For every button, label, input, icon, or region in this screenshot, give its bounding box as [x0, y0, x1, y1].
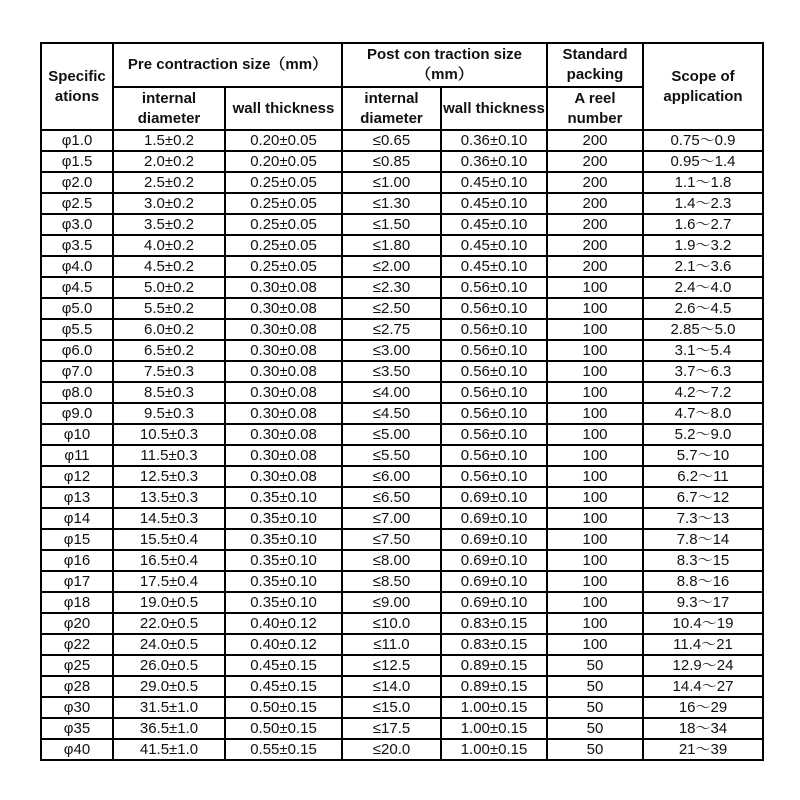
- cell-post-wall-thickness: 0.56±0.10: [441, 424, 547, 445]
- cell-pre-wall-thickness: 0.30±0.08: [225, 277, 342, 298]
- cell-reel-number: 100: [547, 298, 643, 319]
- cell-pre-internal-diameter: 5.0±0.2: [113, 277, 225, 298]
- cell-specification: φ10: [41, 424, 113, 445]
- cell-pre-internal-diameter: 6.0±0.2: [113, 319, 225, 340]
- cell-scope: 7.3～13: [643, 508, 763, 529]
- cell-pre-wall-thickness: 0.30±0.08: [225, 445, 342, 466]
- cell-reel-number: 100: [547, 382, 643, 403]
- cell-scope: 16～29: [643, 697, 763, 718]
- cell-reel-number: 100: [547, 403, 643, 424]
- table-row: [41, 508, 763, 529]
- cell-scope: 0.75～0.9: [643, 130, 763, 151]
- table-header: [41, 43, 763, 130]
- header-post-internal-diameter: internal diameter: [342, 87, 441, 130]
- table-row: [41, 634, 763, 655]
- header-standard-packing: Standard packing: [547, 43, 643, 87]
- cell-post-wall-thickness: 0.56±0.10: [441, 403, 547, 424]
- cell-reel-number: 50: [547, 655, 643, 676]
- cell-post-internal-diameter: ≤1.80: [342, 235, 441, 256]
- cell-reel-number: 100: [547, 466, 643, 487]
- cell-post-wall-thickness: 0.45±0.10: [441, 214, 547, 235]
- cell-reel-number: 100: [547, 550, 643, 571]
- table-row: [41, 445, 763, 466]
- cell-post-internal-diameter: ≤11.0: [342, 634, 441, 655]
- cell-post-internal-diameter: ≤2.30: [342, 277, 441, 298]
- cell-reel-number: 100: [547, 592, 643, 613]
- cell-scope: 2.4～4.0: [643, 277, 763, 298]
- cell-pre-internal-diameter: 13.5±0.3: [113, 487, 225, 508]
- cell-specification: φ2.5: [41, 193, 113, 214]
- cell-scope: 9.3～17: [643, 592, 763, 613]
- cell-pre-internal-diameter: 9.5±0.3: [113, 403, 225, 424]
- cell-pre-internal-diameter: 12.5±0.3: [113, 466, 225, 487]
- cell-post-internal-diameter: ≤1.30: [342, 193, 441, 214]
- cell-specification: φ14: [41, 508, 113, 529]
- cell-pre-wall-thickness: 0.45±0.15: [225, 676, 342, 697]
- cell-post-internal-diameter: ≤12.5: [342, 655, 441, 676]
- cell-post-internal-diameter: ≤6.00: [342, 466, 441, 487]
- cell-pre-wall-thickness: 0.40±0.12: [225, 634, 342, 655]
- cell-post-wall-thickness: 1.00±0.15: [441, 739, 547, 760]
- table-row: [41, 172, 763, 193]
- cell-scope: 6.7～12: [643, 487, 763, 508]
- cell-pre-internal-diameter: 6.5±0.2: [113, 340, 225, 361]
- cell-pre-internal-diameter: 2.0±0.2: [113, 151, 225, 172]
- cell-specification: φ15: [41, 529, 113, 550]
- cell-scope: 21～39: [643, 739, 763, 760]
- table-row: [41, 529, 763, 550]
- cell-reel-number: 100: [547, 634, 643, 655]
- cell-specification: φ18: [41, 592, 113, 613]
- table-row: [41, 571, 763, 592]
- cell-pre-internal-diameter: 2.5±0.2: [113, 172, 225, 193]
- cell-pre-internal-diameter: 5.5±0.2: [113, 298, 225, 319]
- header-reel-number: A reel number: [547, 87, 643, 130]
- cell-post-internal-diameter: ≤0.85: [342, 151, 441, 172]
- cell-pre-wall-thickness: 0.30±0.08: [225, 382, 342, 403]
- header-specifications: Specific ations: [41, 43, 113, 130]
- table-row: [41, 697, 763, 718]
- cell-pre-wall-thickness: 0.25±0.05: [225, 256, 342, 277]
- cell-reel-number: 100: [547, 529, 643, 550]
- cell-post-wall-thickness: 0.69±0.10: [441, 550, 547, 571]
- cell-post-internal-diameter: ≤9.00: [342, 592, 441, 613]
- table-row: [41, 424, 763, 445]
- cell-post-wall-thickness: 0.56±0.10: [441, 382, 547, 403]
- cell-post-wall-thickness: 1.00±0.15: [441, 718, 547, 739]
- cell-pre-wall-thickness: 0.50±0.15: [225, 697, 342, 718]
- cell-post-wall-thickness: 0.56±0.10: [441, 340, 547, 361]
- cell-pre-internal-diameter: 41.5±1.0: [113, 739, 225, 760]
- cell-reel-number: 200: [547, 151, 643, 172]
- cell-scope: 1.6～2.7: [643, 214, 763, 235]
- cell-scope: 4.7～8.0: [643, 403, 763, 424]
- cell-pre-wall-thickness: 0.25±0.05: [225, 193, 342, 214]
- cell-reel-number: 50: [547, 739, 643, 760]
- cell-post-wall-thickness: 0.83±0.15: [441, 613, 547, 634]
- cell-specification: φ16: [41, 550, 113, 571]
- cell-post-internal-diameter: ≤5.00: [342, 424, 441, 445]
- cell-post-internal-diameter: ≤5.50: [342, 445, 441, 466]
- cell-post-wall-thickness: 0.56±0.10: [441, 277, 547, 298]
- cell-post-internal-diameter: ≤10.0: [342, 613, 441, 634]
- cell-post-internal-diameter: ≤7.00: [342, 508, 441, 529]
- table-row: [41, 655, 763, 676]
- cell-post-internal-diameter: ≤4.00: [342, 382, 441, 403]
- cell-reel-number: 200: [547, 256, 643, 277]
- cell-post-wall-thickness: 0.89±0.15: [441, 655, 547, 676]
- cell-pre-internal-diameter: 16.5±0.4: [113, 550, 225, 571]
- cell-post-internal-diameter: ≤7.50: [342, 529, 441, 550]
- cell-reel-number: 200: [547, 214, 643, 235]
- cell-scope: 1.9～3.2: [643, 235, 763, 256]
- cell-pre-wall-thickness: 0.25±0.05: [225, 214, 342, 235]
- cell-post-wall-thickness: 0.56±0.10: [441, 319, 547, 340]
- cell-reel-number: 50: [547, 718, 643, 739]
- cell-pre-internal-diameter: 8.5±0.3: [113, 382, 225, 403]
- cell-post-wall-thickness: 0.56±0.10: [441, 361, 547, 382]
- table-body: [41, 130, 763, 760]
- cell-post-internal-diameter: ≤17.5: [342, 718, 441, 739]
- cell-pre-internal-diameter: 4.0±0.2: [113, 235, 225, 256]
- cell-pre-internal-diameter: 31.5±1.0: [113, 697, 225, 718]
- cell-post-internal-diameter: ≤15.0: [342, 697, 441, 718]
- cell-scope: 0.95～1.4: [643, 151, 763, 172]
- cell-post-wall-thickness: 0.69±0.10: [441, 571, 547, 592]
- cell-pre-internal-diameter: 15.5±0.4: [113, 529, 225, 550]
- cell-pre-wall-thickness: 0.35±0.10: [225, 529, 342, 550]
- cell-post-wall-thickness: 0.69±0.10: [441, 487, 547, 508]
- cell-reel-number: 100: [547, 424, 643, 445]
- cell-pre-wall-thickness: 0.40±0.12: [225, 613, 342, 634]
- cell-pre-internal-diameter: 11.5±0.3: [113, 445, 225, 466]
- cell-reel-number: 200: [547, 130, 643, 151]
- cell-reel-number: 100: [547, 508, 643, 529]
- cell-reel-number: 100: [547, 340, 643, 361]
- cell-specification: φ4.5: [41, 277, 113, 298]
- table-row: [41, 193, 763, 214]
- cell-post-internal-diameter: ≤2.50: [342, 298, 441, 319]
- cell-post-internal-diameter: ≤3.00: [342, 340, 441, 361]
- cell-specification: φ25: [41, 655, 113, 676]
- cell-specification: φ13: [41, 487, 113, 508]
- cell-specification: φ35: [41, 718, 113, 739]
- cell-post-wall-thickness: 0.45±0.10: [441, 172, 547, 193]
- cell-specification: φ40: [41, 739, 113, 760]
- cell-reel-number: 50: [547, 676, 643, 697]
- cell-specification: φ9.0: [41, 403, 113, 424]
- table-row: [41, 676, 763, 697]
- cell-pre-internal-diameter: 14.5±0.3: [113, 508, 225, 529]
- spec-table: [40, 42, 764, 761]
- cell-reel-number: 200: [547, 172, 643, 193]
- cell-pre-internal-diameter: 3.5±0.2: [113, 214, 225, 235]
- cell-post-wall-thickness: 0.45±0.10: [441, 193, 547, 214]
- cell-specification: φ5.5: [41, 319, 113, 340]
- cell-specification: φ1.5: [41, 151, 113, 172]
- cell-scope: 1.1～1.8: [643, 172, 763, 193]
- cell-post-wall-thickness: 0.56±0.10: [441, 298, 547, 319]
- cell-pre-wall-thickness: 0.35±0.10: [225, 592, 342, 613]
- cell-post-internal-diameter: ≤2.75: [342, 319, 441, 340]
- cell-pre-internal-diameter: 29.0±0.5: [113, 676, 225, 697]
- cell-post-internal-diameter: ≤20.0: [342, 739, 441, 760]
- cell-pre-wall-thickness: 0.30±0.08: [225, 403, 342, 424]
- cell-specification: φ11: [41, 445, 113, 466]
- cell-pre-internal-diameter: 7.5±0.3: [113, 361, 225, 382]
- cell-scope: 11.4～21: [643, 634, 763, 655]
- cell-specification: φ17: [41, 571, 113, 592]
- cell-specification: φ3.0: [41, 214, 113, 235]
- cell-specification: φ3.5: [41, 235, 113, 256]
- header-pre-contraction: Pre contraction size（mm）: [113, 43, 342, 87]
- cell-scope: 8.8～16: [643, 571, 763, 592]
- table-row: [41, 550, 763, 571]
- table-row: [41, 214, 763, 235]
- cell-specification: φ28: [41, 676, 113, 697]
- cell-specification: φ6.0: [41, 340, 113, 361]
- cell-specification: φ7.0: [41, 361, 113, 382]
- table-row: [41, 382, 763, 403]
- cell-post-wall-thickness: 0.83±0.15: [441, 634, 547, 655]
- cell-scope: 5.7～10: [643, 445, 763, 466]
- cell-pre-wall-thickness: 0.30±0.08: [225, 361, 342, 382]
- cell-pre-internal-diameter: 26.0±0.5: [113, 655, 225, 676]
- table-row: [41, 256, 763, 277]
- cell-pre-wall-thickness: 0.35±0.10: [225, 550, 342, 571]
- table-row: [41, 130, 763, 151]
- table-row: [41, 319, 763, 340]
- cell-post-internal-diameter: ≤4.50: [342, 403, 441, 424]
- table-row: [41, 487, 763, 508]
- cell-specification: φ4.0: [41, 256, 113, 277]
- cell-scope: 8.3～15: [643, 550, 763, 571]
- cell-pre-wall-thickness: 0.30±0.08: [225, 340, 342, 361]
- cell-reel-number: 100: [547, 487, 643, 508]
- cell-pre-wall-thickness: 0.30±0.08: [225, 298, 342, 319]
- table-row: [41, 739, 763, 760]
- cell-scope: 10.4～19: [643, 613, 763, 634]
- cell-reel-number: 200: [547, 193, 643, 214]
- cell-pre-wall-thickness: 0.20±0.05: [225, 130, 342, 151]
- cell-pre-wall-thickness: 0.35±0.10: [225, 571, 342, 592]
- cell-pre-internal-diameter: 1.5±0.2: [113, 130, 225, 151]
- cell-post-internal-diameter: ≤6.50: [342, 487, 441, 508]
- cell-reel-number: 100: [547, 445, 643, 466]
- cell-specification: φ12: [41, 466, 113, 487]
- cell-reel-number: 50: [547, 697, 643, 718]
- cell-scope: 18～34: [643, 718, 763, 739]
- cell-pre-internal-diameter: 17.5±0.4: [113, 571, 225, 592]
- cell-specification: φ20: [41, 613, 113, 634]
- cell-scope: 1.4～2.3: [643, 193, 763, 214]
- cell-post-wall-thickness: 0.36±0.10: [441, 130, 547, 151]
- cell-pre-internal-diameter: 4.5±0.2: [113, 256, 225, 277]
- cell-pre-wall-thickness: 0.30±0.08: [225, 466, 342, 487]
- cell-post-wall-thickness: 0.69±0.10: [441, 592, 547, 613]
- cell-pre-wall-thickness: 0.30±0.08: [225, 319, 342, 340]
- cell-reel-number: 100: [547, 613, 643, 634]
- cell-pre-wall-thickness: 0.55±0.15: [225, 739, 342, 760]
- cell-post-internal-diameter: ≤8.00: [342, 550, 441, 571]
- cell-post-internal-diameter: ≤2.00: [342, 256, 441, 277]
- table-row: [41, 298, 763, 319]
- cell-scope: 5.2～9.0: [643, 424, 763, 445]
- cell-post-wall-thickness: 0.36±0.10: [441, 151, 547, 172]
- cell-scope: 12.9～24: [643, 655, 763, 676]
- cell-scope: 2.1～3.6: [643, 256, 763, 277]
- cell-reel-number: 100: [547, 361, 643, 382]
- table-row: [41, 466, 763, 487]
- cell-post-internal-diameter: ≤8.50: [342, 571, 441, 592]
- header-pre-internal-diameter: internal diameter: [113, 87, 225, 130]
- cell-scope: 2.85～5.0: [643, 319, 763, 340]
- cell-pre-internal-diameter: 19.0±0.5: [113, 592, 225, 613]
- cell-specification: φ5.0: [41, 298, 113, 319]
- cell-pre-wall-thickness: 0.25±0.05: [225, 235, 342, 256]
- cell-pre-internal-diameter: 24.0±0.5: [113, 634, 225, 655]
- header-post-wall-thickness: wall thickness: [441, 87, 547, 130]
- cell-reel-number: 100: [547, 319, 643, 340]
- cell-specification: φ2.0: [41, 172, 113, 193]
- cell-post-wall-thickness: 0.45±0.10: [441, 256, 547, 277]
- header-scope: Scope of application: [643, 43, 763, 130]
- cell-pre-wall-thickness: 0.35±0.10: [225, 487, 342, 508]
- cell-pre-wall-thickness: 0.35±0.10: [225, 508, 342, 529]
- table-row: [41, 718, 763, 739]
- cell-specification: φ1.0: [41, 130, 113, 151]
- cell-scope: 2.6～4.5: [643, 298, 763, 319]
- cell-post-internal-diameter: ≤1.00: [342, 172, 441, 193]
- cell-pre-wall-thickness: 0.20±0.05: [225, 151, 342, 172]
- cell-post-internal-diameter: ≤1.50: [342, 214, 441, 235]
- cell-pre-wall-thickness: 0.30±0.08: [225, 424, 342, 445]
- table-row: [41, 340, 763, 361]
- cell-post-wall-thickness: 0.69±0.10: [441, 529, 547, 550]
- cell-pre-internal-diameter: 36.5±1.0: [113, 718, 225, 739]
- cell-scope: 14.4～27: [643, 676, 763, 697]
- cell-scope: 6.2～11: [643, 466, 763, 487]
- cell-pre-wall-thickness: 0.25±0.05: [225, 172, 342, 193]
- cell-scope: 3.7～6.3: [643, 361, 763, 382]
- header-pre-wall-thickness: wall thickness: [225, 87, 342, 130]
- cell-post-wall-thickness: 0.69±0.10: [441, 508, 547, 529]
- cell-post-wall-thickness: 1.00±0.15: [441, 697, 547, 718]
- cell-pre-internal-diameter: 22.0±0.5: [113, 613, 225, 634]
- table-row: [41, 592, 763, 613]
- cell-post-internal-diameter: ≤3.50: [342, 361, 441, 382]
- cell-post-wall-thickness: 0.56±0.10: [441, 445, 547, 466]
- cell-pre-internal-diameter: 10.5±0.3: [113, 424, 225, 445]
- cell-post-wall-thickness: 0.89±0.15: [441, 676, 547, 697]
- table-row: [41, 361, 763, 382]
- table-row: [41, 403, 763, 424]
- cell-pre-wall-thickness: 0.50±0.15: [225, 718, 342, 739]
- table-row: [41, 277, 763, 298]
- cell-post-internal-diameter: ≤14.0: [342, 676, 441, 697]
- cell-specification: φ22: [41, 634, 113, 655]
- cell-post-internal-diameter: ≤0.65: [342, 130, 441, 151]
- table-row: [41, 613, 763, 634]
- table-row: [41, 151, 763, 172]
- cell-post-wall-thickness: 0.45±0.10: [441, 235, 547, 256]
- cell-reel-number: 200: [547, 235, 643, 256]
- header-post-contraction: Post con traction size（mm）: [342, 43, 547, 87]
- cell-pre-wall-thickness: 0.45±0.15: [225, 655, 342, 676]
- cell-specification: φ30: [41, 697, 113, 718]
- cell-scope: 3.1～5.4: [643, 340, 763, 361]
- cell-pre-internal-diameter: 3.0±0.2: [113, 193, 225, 214]
- cell-scope: 4.2～7.2: [643, 382, 763, 403]
- cell-reel-number: 100: [547, 571, 643, 592]
- cell-reel-number: 100: [547, 277, 643, 298]
- cell-specification: φ8.0: [41, 382, 113, 403]
- cell-scope: 7.8～14: [643, 529, 763, 550]
- cell-post-wall-thickness: 0.56±0.10: [441, 466, 547, 487]
- table-row: [41, 235, 763, 256]
